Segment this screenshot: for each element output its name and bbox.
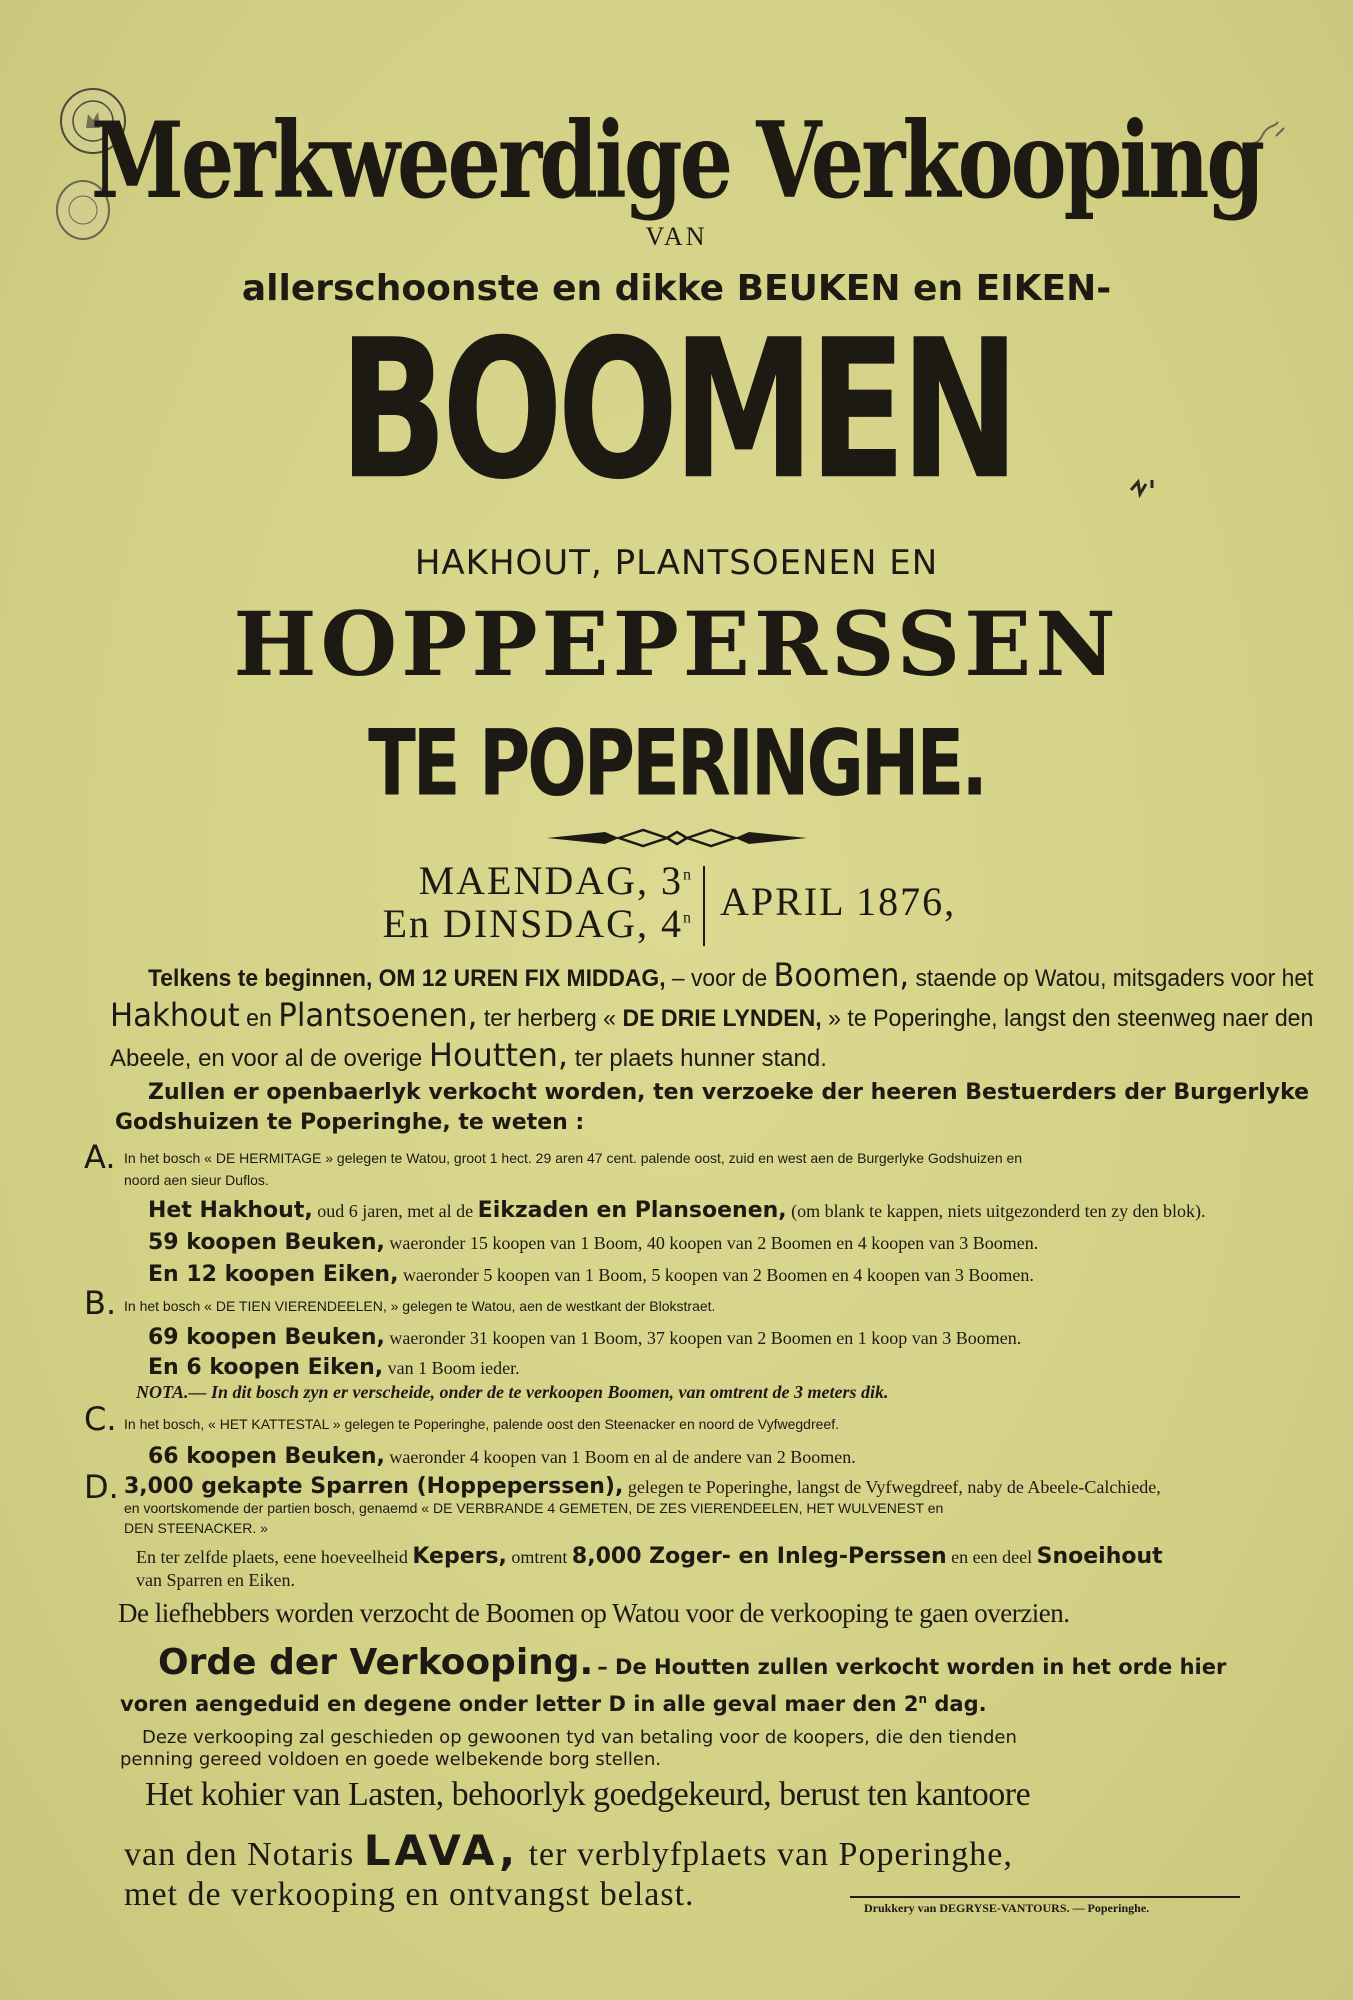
date-month: APRIL 1876,	[720, 879, 957, 924]
van-label: VAN	[645, 222, 708, 251]
orde-line-1: Orde der Verkooping. – De Houtten zullen verkocht worden in het orde hier	[158, 1642, 1227, 1683]
date-dinsdag: En DINSDAG, 4$^n$	[382, 901, 693, 946]
section-letter-c: C.	[84, 1400, 117, 1438]
boomen-heading: BOOMEN	[338, 299, 1015, 523]
orde-line-2: voren aengeduid en degene onder letter D in alle geval maer den 2$^n$ dag.	[120, 1692, 987, 1716]
section-d-line-4: En ter zelfde plaets, eene hoeveelheid Kepers, omtrent 8,000 Zoger- en Inleg-Perssen en een deel Snoeihout	[136, 1544, 1163, 1569]
payment-line-2: penning gereed voldoen en goede welbekende borg stellen.	[120, 1749, 662, 1770]
inspection-note: De liefhebbers worden verzocht de Boomen op Watou voor de verkooping te gaen overzien.	[118, 1598, 1070, 1628]
schedule-line-1: Telkens te beginnen, OM 12 UREN FIX MIDDAG, – voor de Boomen, staende op Watou, mitsgaders voor het	[148, 956, 1314, 994]
section-a-line-2: noord aen sieur Duflos.	[124, 1172, 269, 1188]
section-c-beuken: 66 koopen Beuken, waeronder 4 koopen van 1 Boom en al de andere van 2 Boomen.	[148, 1444, 856, 1469]
kohier-line-1: Het kohier van Lasten, behoorlyk goedgekeurd, berust ten kantoore	[145, 1776, 1031, 1813]
schedule-line-3: Abeele, en voor al de overige Houtten, ter plaets hunner stand.	[110, 1036, 827, 1074]
schedule-line-2: Hakhout en Plantsoenen, ter herberg « DE DRIE LYNDEN, » te Poperinghe, langst den steenweg naer den	[110, 996, 1314, 1034]
date-maendag: MAENDAG, 3$^n$	[418, 858, 693, 903]
section-b-line-1: In het bosch « DE TIEN VIERENDEELEN, » gelegen te Watou, aen de westkant der Blokstraet.	[124, 1298, 716, 1314]
section-d-line-2: en voortskomende der partien bosch, genaemd « DE VERBRANDE 4 GEMETEN, DE ZES VIERENDEELEN, HET WULVENEST en	[124, 1500, 944, 1516]
hakhout-line: HAKHOUT, PLANTSOENEN EN	[414, 543, 939, 583]
intro-line-1: Zullen er openbaerlyk verkocht worden, ten verzoeke der heeren Bestuerders der Burgerlyke	[148, 1080, 1310, 1105]
payment-line-1: Deze verkooping zal geschieden op gewoonen tyd van betaling voor de koopers, die den tienden	[142, 1727, 1017, 1748]
section-a-hakhout: Het Hakhout, oud 6 jaren, met al de Eikzaden en Plansoenen, (om blank te kappen, niets uitgezonderd ten zy den blok).	[148, 1198, 1206, 1223]
section-letter-d: D.	[84, 1468, 119, 1506]
section-letter-a: A.	[84, 1138, 116, 1176]
intro-line-2: Godshuizen te Poperinghe, te weten :	[115, 1110, 585, 1135]
section-b-beuken: 69 koopen Beuken, waeronder 31 koopen van 1 Boom, 37 koopen van 2 Boomen en 1 koop van 3 Boomen.	[148, 1325, 1022, 1350]
section-d-line-1: 3,000 gekapte Sparren (Hoppeperssen), gelegen te Poperinghe, langst de Vyfwegdreef, naby de Abeele-Calchiede,	[124, 1474, 1161, 1499]
kohier-line-3: met de verkooping en ontvangst belast.	[124, 1876, 695, 1913]
section-a-eiken: En 12 koopen Eiken, waeronder 5 koopen van 1 Boom, 5 koopen van 2 Boomen en 4 koopen van 3 Boomen.	[148, 1262, 1034, 1287]
printer-rule	[850, 1896, 1240, 1898]
ornament-divider	[545, 826, 809, 855]
section-a-beuken: 59 koopen Beuken, waeronder 15 koopen van 1 Boom, 40 koopen van 2 Boomen en 4 koopen van 3 Boomen.	[148, 1230, 1039, 1255]
date-bracket	[703, 866, 708, 946]
section-b-eiken: En 6 koopen Eiken, van 1 Boom ieder.	[148, 1355, 520, 1380]
section-a-line-1: In het bosch « DE HERMITAGE » gelegen te Watou, groot 1 hect. 29 aren 47 cent. palende oost, zuid en west aen de Burgerlyke Godshuizen en	[124, 1150, 1023, 1166]
printer-credit: Drukkery van DEGRYSE-VANTOURS. — Poperinghe.	[864, 1901, 1150, 1915]
section-letter-b: B.	[84, 1284, 117, 1322]
section-d-line-3: DEN STEENACKER. »	[124, 1520, 268, 1536]
section-c-line-1: In het bosch, « HET KATTESTAL » gelegen te Poperinghe, palende oost den Steenacker en noord de Vyfwegdreef.	[124, 1416, 839, 1432]
kohier-line-2: van den Notaris LAVA, ter verblyfplaets van Poperinghe,	[124, 1826, 1013, 1875]
hoppeperssen-heading: HOPPEPERSSEN	[233, 592, 1120, 696]
section-d-line-5: van Sparren en Eiken.	[136, 1570, 295, 1590]
subtitle: allerschoonste en dikke BEUKEN en EIKEN-	[241, 268, 1112, 309]
poster-title: Merkweerdige Verkooping	[90, 98, 1263, 222]
place-heading: TE POPERINGHE.	[368, 710, 985, 817]
nota-line: NOTA.— In dit bosch zyn er verscheide, onder de te verkoopen Boomen, van omtrent de 3 meters dik.	[136, 1382, 889, 1402]
